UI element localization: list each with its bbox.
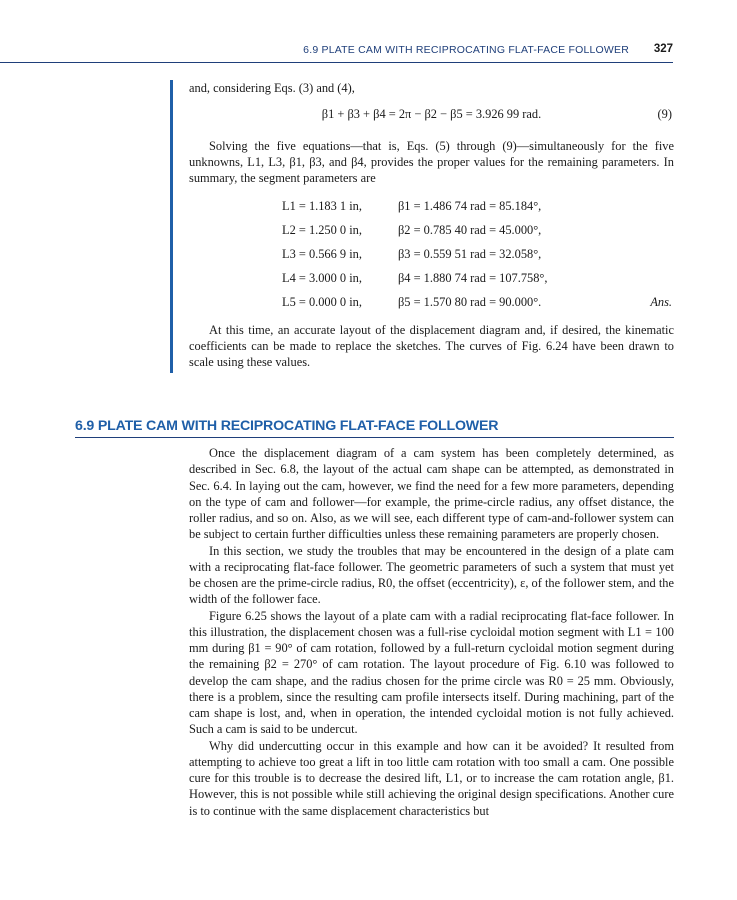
summary-angle: β4 = 1.880 74 rad = 107.758°, <box>398 271 548 285</box>
summary-row <box>280 271 674 295</box>
summary-row <box>280 199 674 223</box>
body-paragraph: In this section, we study the troubles that may be encountered in the design of a plate cam with a reciprocating flat-face follower. The geometric parameters of such a system that must yet be chosen are the prime-circle radius, R0, the offset (eccentricity), ε, of the follower stem, and the width of the follower face. <box>189 543 674 607</box>
summary-length: L2 = 1.250 0 in, <box>282 223 362 237</box>
section-heading: 6.9 PLATE CAM WITH RECIPROCATING FLAT-FACE FOLLOWER <box>75 418 674 438</box>
body-paragraph: Why did undercutting occur in this example and how can it be avoided? It resulted from attempting to achieve too great a lift in too little cam rotation with too small a cam. One possible cure for this trouble is to decrease the desired lift, L1, or to increase the cam rotation angle, β1. However, this is not possible while still achieving the original design specifications. Another cure is to continue with the same displacement characteristics but <box>189 738 674 818</box>
summary-length: L5 = 0.000 0 in, <box>282 295 362 309</box>
running-head-title: 6.9 PLATE CAM WITH RECIPROCATING FLAT-FACE FOLLOWER <box>303 44 629 56</box>
intro-paragraph: and, considering Eqs. (3) and (4), <box>189 81 355 95</box>
body-paragraph: Figure 6.25 shows the layout of a plate cam with a radial reciprocating flat-face follower. In this illustration, the displacement chosen was a full-rise cycloidal motion segment with L1 = 100 mm during β1 = 90° of cam rotation, followed by a full-return cycloidal motion segment during the remaining β2 = 270° of cam rotation. The layout procedure of Fig. 6.10 was followed to develop the cam shape, and the radius chosen for the prime circle was R0 = 25 mm. Obviously, there is a problem, since the resulting cam profile intersects itself. During machining, part of the cam shape is lost, and, when in operation, the intended cycloidal motion is not fully achieved. Such a cam is said to be undercut. <box>189 608 674 737</box>
solving-text <box>189 138 674 186</box>
segment-summary <box>280 199 674 319</box>
summary-row <box>280 295 674 319</box>
running-head <box>0 40 673 63</box>
summary-length: L1 = 1.183 1 in, <box>282 199 362 213</box>
summary-angle: β2 = 0.785 40 rad = 45.000°, <box>398 223 542 237</box>
summary-length: L3 = 0.566 9 in, <box>282 247 362 261</box>
summary-angle: β5 = 1.570 80 rad = 90.000°. <box>398 295 542 309</box>
solving-paragraph: Solving the five equations—that is, Eqs. (5) through (9)—simultaneously for the five unknowns, L1, L3, β1, β3, and β4, provides the proper values for the remaining parameters. In summary, the segment parameters are <box>189 139 674 185</box>
equation-body: β1 + β3 + β4 = 2π − β2 − β5 = 3.926 99 rad. <box>321 107 542 121</box>
page-number: 327 <box>653 43 673 55</box>
answer-label: Ans. <box>650 295 672 309</box>
equation-number: (9) <box>657 107 672 121</box>
summary-row <box>280 223 674 247</box>
layout-note <box>189 322 674 370</box>
margin-change-bar <box>170 80 173 373</box>
summary-angle: β1 = 1.486 74 rad = 85.184°, <box>398 199 542 213</box>
section-body <box>189 445 674 819</box>
body-paragraph: Once the displacement diagram of a cam system has been completely determined, as described in Sec. 6.8, the layout of the actual cam shape can be attempted, as demonstrated in Sec. 6.4. In laying out the cam, however, we find the need for a few more parameters, depending on the type of cam and follower—for example, the prime-circle radius, any offset distance, the roller radius, and so on. Also, as we will see, each different type of cam-and-follower system can be subject to certain further difficulties unless these remaining parameters are properly chosen. <box>189 446 674 542</box>
summary-row <box>280 247 674 271</box>
intro-text <box>189 80 674 96</box>
summary-length: L4 = 3.000 0 in, <box>282 271 362 285</box>
layout-note-paragraph: At this time, an accurate layout of the displacement diagram and, if desired, the kinematic coefficients can be made to replace the sketches. The curves of Fig. 6.24 have been drawn to scale using these values. <box>189 323 674 369</box>
summary-angle: β3 = 0.559 51 rad = 32.058°, <box>398 247 542 261</box>
equation-9 <box>189 107 674 125</box>
